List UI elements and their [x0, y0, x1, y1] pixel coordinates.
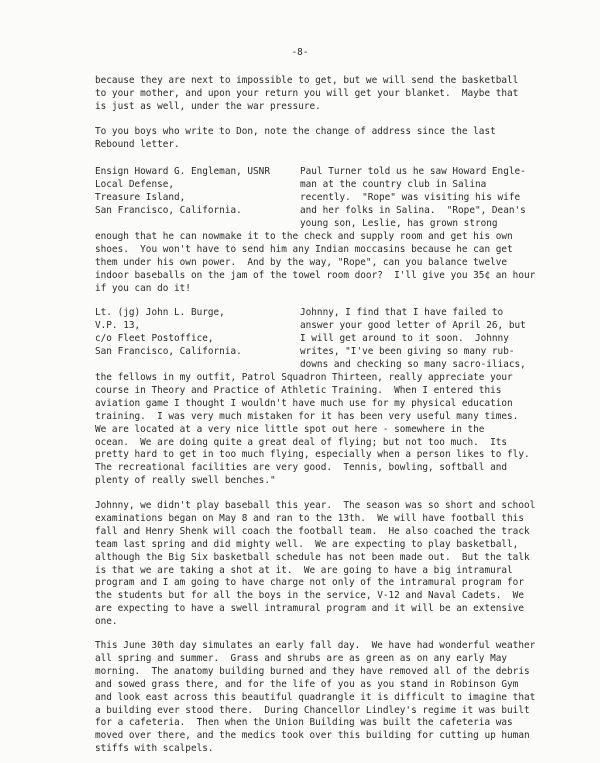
text-line: Rebound letter.	[95, 138, 180, 150]
text-line: man at the country club in Salina	[300, 178, 487, 190]
text-line: answer your good letter of April 26, but	[300, 319, 526, 331]
reply-burge-column	[300, 307, 540, 372]
text-line: the fellows in my outfit, Patrol Squadron Thirteen, really appreciate your	[95, 372, 513, 383]
text-line: shoes. You won't have to send him any Indian moccasins because he can get	[95, 243, 513, 255]
text-line: The recreational facilities are very good. Tennis, bowling, softball and	[95, 462, 508, 474]
address-engleman	[95, 166, 285, 218]
text-line: training. I was very much mistaken for it has been very useful many times.	[95, 410, 519, 422]
text-line: fall and Henry Shenk will coach the football team. He also coached the track	[95, 525, 530, 537]
text-line: examinations began on May 8 and ran to the 13th. We will have football this	[95, 512, 524, 524]
address-line: Ensign Howard G. Engleman, USNR	[95, 166, 270, 177]
text-line: is that we are taking a shot at it. We are going to have a big intramural	[95, 564, 513, 576]
text-line: indoor baseballs on the jam of the towel room door? I'll give you 35¢ an hour	[95, 269, 536, 281]
text-line: course in Theory and Practice of Athletic Training. When I entered this	[95, 384, 502, 396]
text-line: program and I am going to have charge not only of the intramural program for	[95, 577, 524, 589]
address-line: Lt. (jg) John L. Burge,	[95, 307, 225, 318]
address-burge	[95, 307, 285, 359]
text-line: pretty hard to get in too much flying, especially when a person likes to fly.	[95, 449, 530, 461]
text-line: moved over there, and the medics took over this building for cutting up human	[95, 730, 530, 742]
text-line: plenty of really swell benches."	[95, 475, 276, 487]
text-line: Johnny, we didn't play baseball this year. The season was so short and school	[95, 500, 536, 511]
text-line: To you boys who write to Don, note the change of address since the last	[95, 126, 496, 137]
text-line: enough that he can nowmake it to the check and supply room and get his own	[95, 231, 513, 242]
text-line: downs and checking so many sacro-iliacs,	[300, 358, 526, 370]
address-line: Treasure Island,	[95, 191, 186, 203]
text-line: if you can do it!	[95, 282, 191, 294]
text-line: one.	[95, 616, 118, 628]
address-line: Local Defense,	[95, 178, 175, 190]
address-line: c/o Fleet Postoffice,	[95, 332, 214, 344]
reply-engleman-continued	[95, 231, 535, 296]
text-line: and look east across this beautiful quadrangle it is difficult to imagine that	[95, 691, 536, 703]
text-line: recently. "Rope" was visiting his wife	[300, 191, 521, 203]
text-line: team last spring and did mighty well. We are expecting to play basketball,	[95, 538, 519, 550]
text-line: aviation game I thought I wouldn't have much use for my physical education	[95, 397, 513, 409]
text-line: because they are next to impossible to get, but we will send the basketball	[95, 75, 519, 86]
reply-engleman-column	[300, 166, 540, 231]
text-line: and sowed grass there, and for the life of you as you stand in Robinson Gym	[95, 678, 519, 690]
text-line: although the Big Six basketball schedule has not been made out. But the talk	[95, 551, 530, 563]
text-line: them under his own power. And by the way, "Rope", can you balance twelve	[95, 256, 508, 268]
text-line: Paul Turner told us he saw Howard Engle-	[300, 166, 526, 177]
text-line: the students but for all the boys in the service, V-12 and Naval Cadets. We	[95, 590, 524, 602]
text-line: I will get around to it soon. Johnny	[300, 332, 509, 344]
address-line: San Francisco, California.	[95, 204, 242, 216]
paragraph-address-change	[95, 126, 535, 152]
text-line: and her folks in Salina. "Rope", Dean's	[300, 204, 526, 216]
text-line: Johnny, I find that I have failed to	[300, 307, 504, 318]
text-line: We are located at a very nice little spot out here - somewhere in the	[95, 423, 485, 435]
text-line: for a cafeteria. Then when the Union Building was built the cafeteria was	[95, 717, 513, 729]
address-line: V.P. 13,	[95, 319, 141, 331]
text-line: ocean. We are doing quite a great deal of flying; but not too much. Its	[95, 436, 508, 448]
paragraph-basketball	[95, 75, 535, 114]
text-line: a building ever stood there. During Chancellor Lindley's regime it was built	[95, 704, 530, 716]
text-line: writes, "I've been giving so many rub-	[300, 345, 515, 357]
text-line: all spring and summer. Grass and shrubs are as green as on any early May	[95, 652, 508, 664]
text-line: to your mother, and upon your return you will get your blanket. Maybe that	[95, 87, 519, 99]
page-number: -8-	[291, 47, 309, 58]
text-line: are expecting to have a swell intramural program and it will be an extensive	[95, 603, 524, 615]
text-line: stiffs with scalpels.	[95, 743, 214, 755]
text-line: young son, Leslie, has grown strong	[300, 217, 498, 229]
address-line: San Francisco, California.	[95, 345, 242, 357]
text-line: This June 30th day simulates an early fall day. We have had wonderful weather	[95, 640, 536, 651]
text-line: is just as well, under the war pressure.	[95, 100, 321, 112]
text-line: morning. The anatomy building burned and they have removed all of the debris	[95, 665, 530, 677]
paragraph-june-weather	[95, 640, 535, 756]
reply-burge-continued	[95, 372, 535, 488]
paragraph-johnny-sports	[95, 500, 535, 629]
